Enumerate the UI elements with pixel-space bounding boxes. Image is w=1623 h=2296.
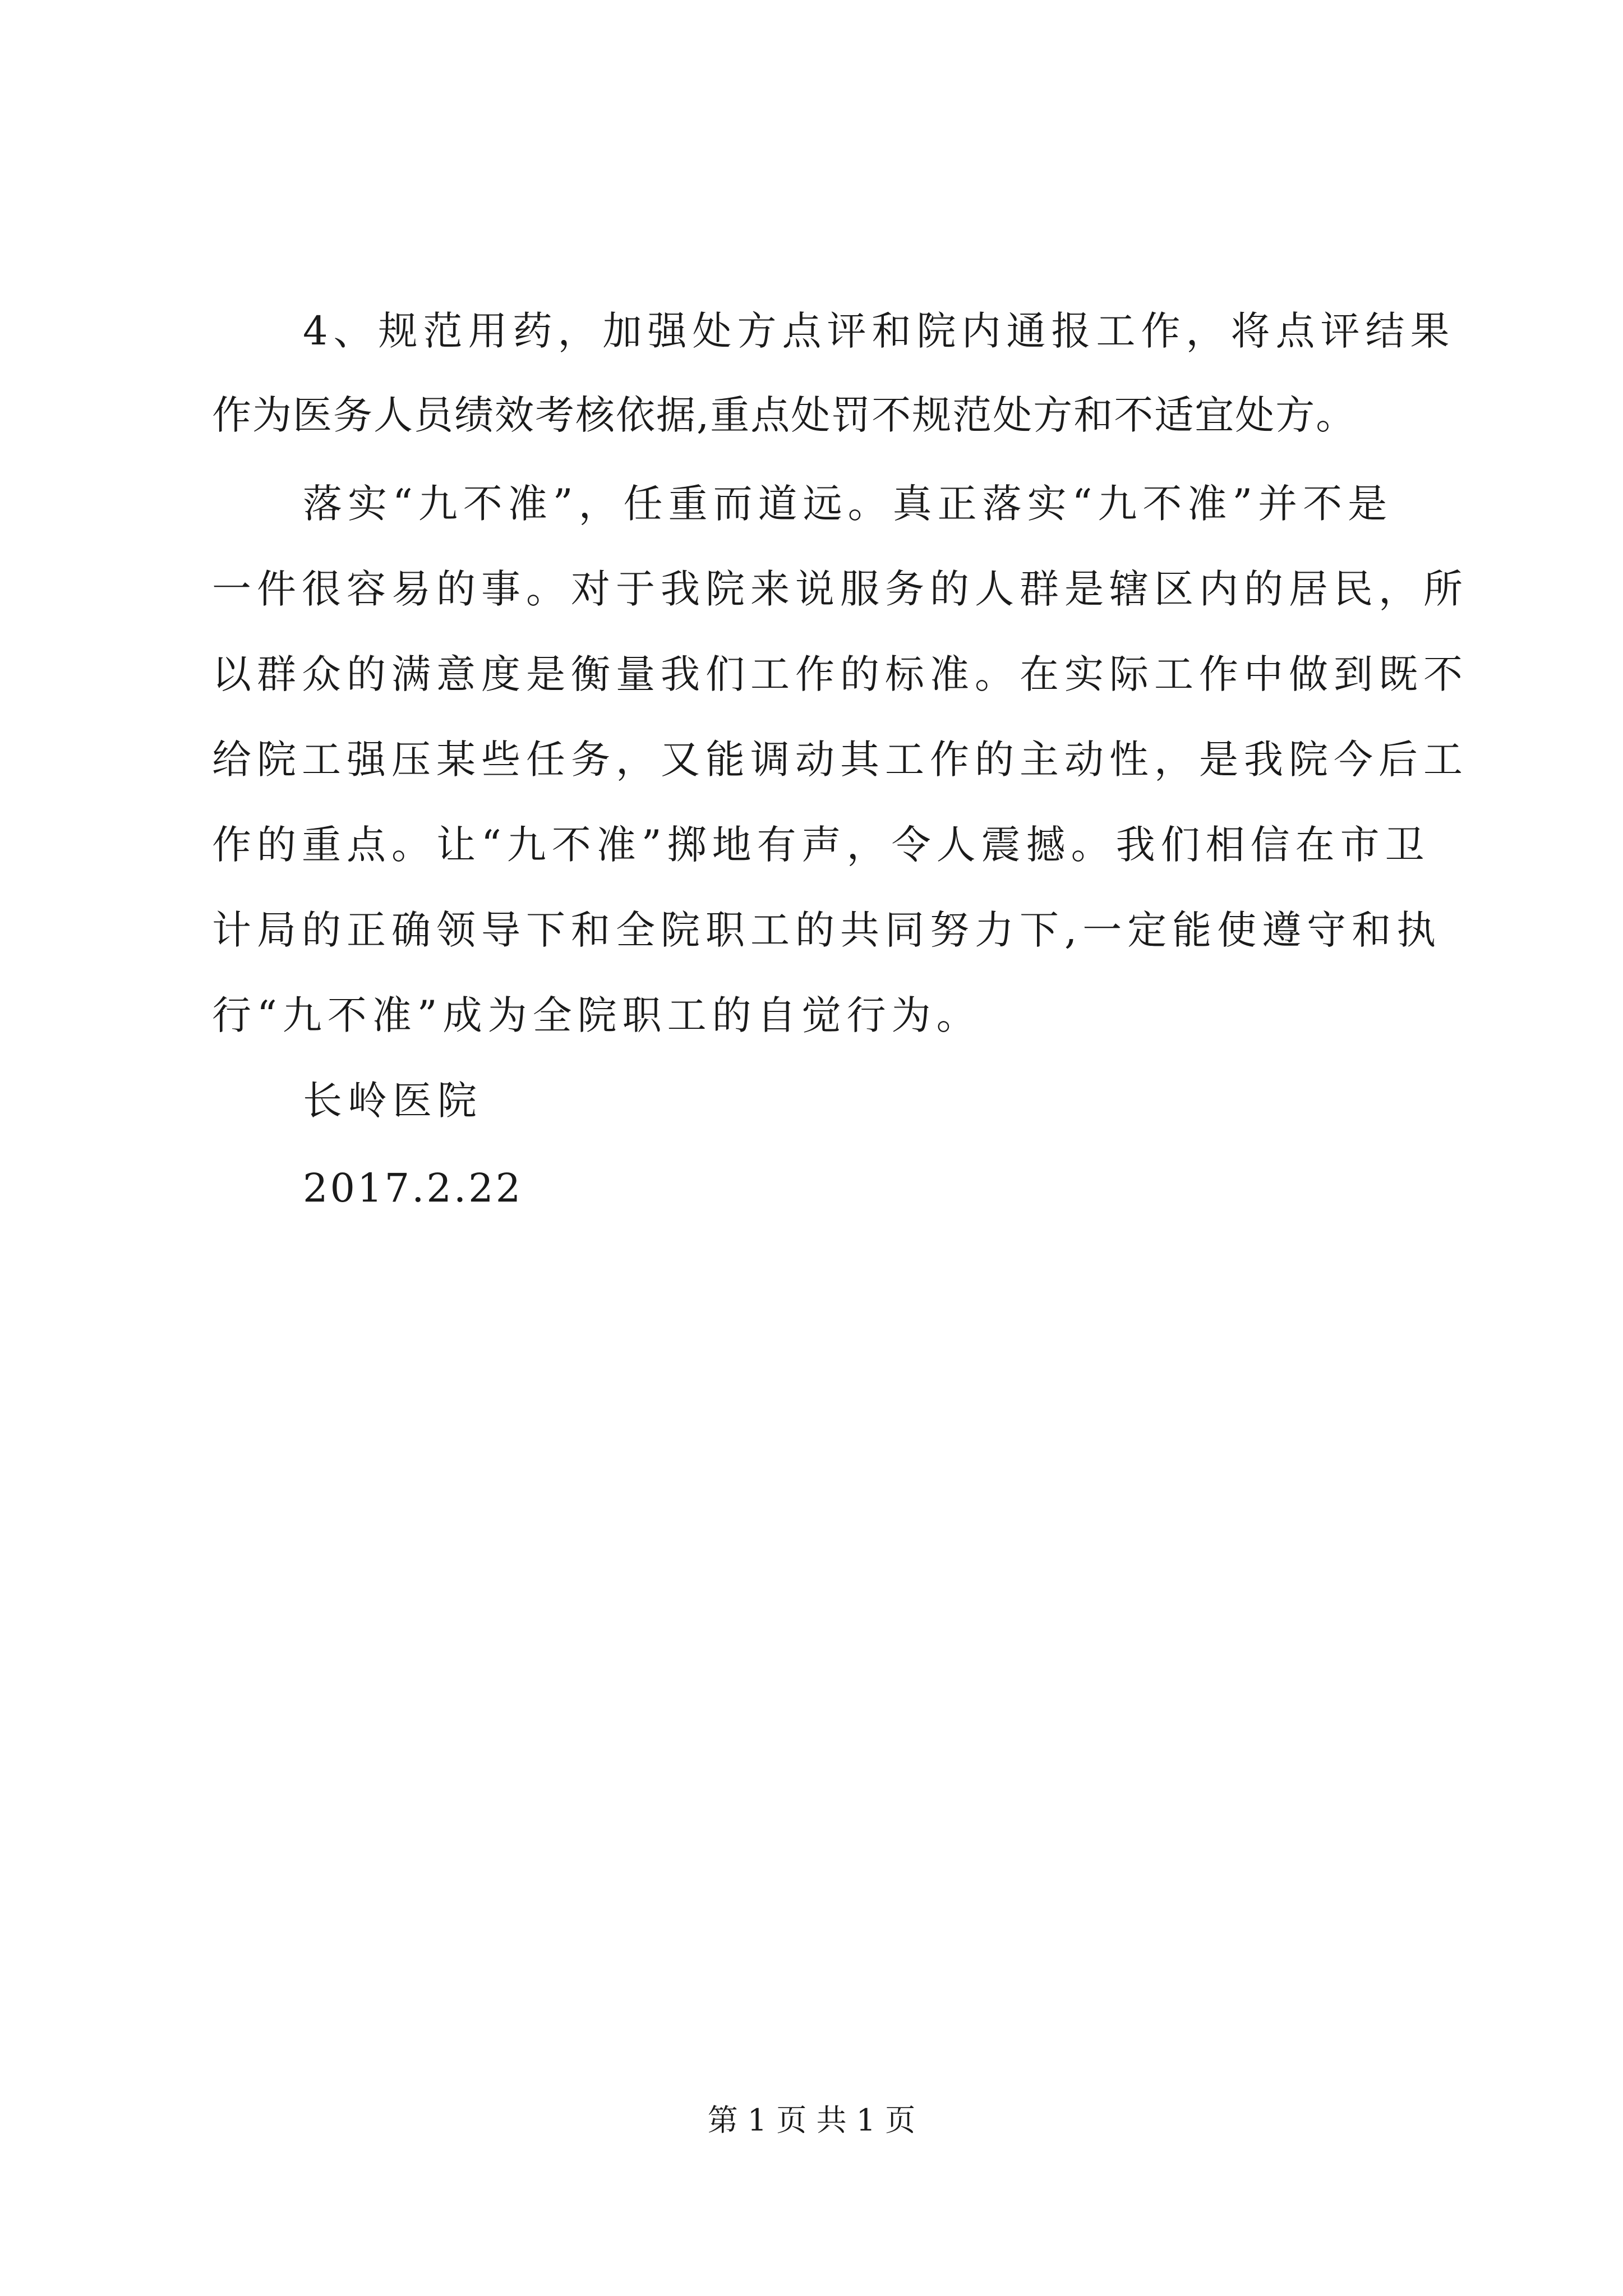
paragraph-1-line-2: 作为医务人员绩效考核依据,重点处罚不规范处方和不适宜处方。 [212, 392, 1357, 438]
paragraph-2-line-5: 作的重点。让“九不准”掷地有声，令人震撼。我们相信在市卫 [212, 822, 1430, 868]
signature: 长岭医院 [303, 1078, 482, 1124]
paragraph-2-line-2: 一件很容易的事。对于我院来说服务的人群是辖区内的居民，所 [212, 566, 1468, 612]
paragraph-2-line-1: 落实“九不准”，任重而道远。真正落实“九不准”并不是 [303, 481, 1393, 527]
paragraph-2-line-6: 计局的正确领导下和全院职工的共同努力下,一定能使遵守和执 [212, 907, 1442, 953]
document-date: 2017.2.22 [303, 1165, 523, 1211]
paragraph-2-line-7: 行“九不准”成为全院职工的自觉行为。 [212, 992, 981, 1038]
page-footer: 第 1 页 共 1 页 [707, 2102, 916, 2138]
paragraph-2-line-4: 给院工强压某些任务，又能调动其工作的主动性，是我院今后工 [212, 737, 1468, 783]
paragraph-2-line-3: 以群众的满意度是衡量我们工作的标准。在实际工作中做到既不 [212, 651, 1468, 697]
paragraph-1-line-1: 4、规范用药，加强处方点评和院内通报工作，将点评结果 [303, 308, 1455, 354]
